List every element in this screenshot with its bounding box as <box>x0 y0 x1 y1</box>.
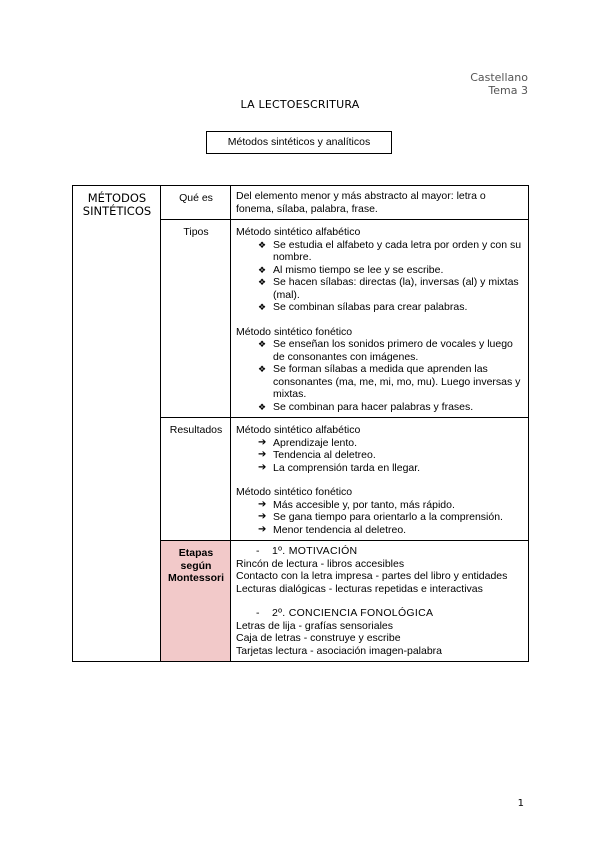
diamond-bullet-icon: ❖ <box>258 401 267 412</box>
subject-label: Castellano <box>470 71 528 84</box>
diamond-bullet-icon: ❖ <box>258 339 267 349</box>
stage-line: Rincón de lectura - libros accesibles <box>236 557 405 570</box>
diamond-bullet-icon: ❖ <box>258 264 267 275</box>
list-item: ❖ Al mismo tiempo se lee y se escribe. <box>258 263 444 276</box>
list-item: ➔ Menor tendencia al deletreo. <box>258 523 407 536</box>
diamond-bullet-icon: ❖ <box>258 277 267 287</box>
list-item: ➔ Más accesible y, por tanto, más rápido. <box>258 498 455 511</box>
etapas-content <box>231 541 529 662</box>
row-label-etapas: Etapas según Montessori <box>161 541 231 662</box>
diamond-bullet-icon: ❖ <box>258 302 267 312</box>
tipos-content <box>231 220 529 418</box>
resultados-group-title: Método sintético fonético <box>236 486 353 498</box>
stage-heading: - 2º. CONCIENCIA FONOLÓGICA <box>256 607 434 619</box>
stage-line: Caja de letras - construye y escribe <box>236 632 401 644</box>
list-item: ❖ Se hacen sílabas: directas (la), inversas (al) y mixtas (mal). <box>258 276 519 301</box>
list-item: ➔ Tendencia al deletreo. <box>258 449 376 461</box>
row-label-que-es: Qué es <box>161 186 231 220</box>
resultados-list-fonetico <box>236 499 524 537</box>
arrow-bullet-icon: ➔ <box>258 498 267 510</box>
stage-line: Letras de lija - grafías sensoriales <box>236 619 393 632</box>
arrow-bullet-icon: ➔ <box>258 523 267 535</box>
resultados-content <box>231 418 529 541</box>
page-header <box>470 71 528 97</box>
row-label-resultados: Resultados <box>161 418 231 541</box>
resultados-list-alfabetico <box>236 437 524 475</box>
diamond-bullet-icon: ❖ <box>258 239 267 250</box>
stage-line: Lecturas dialógicas - lecturas repetidas e interactivas <box>236 582 483 595</box>
tipos-list-alfabetico <box>236 239 524 314</box>
document-title: LA LECTOESCRITURA <box>240 98 360 111</box>
arrow-bullet-icon: ➔ <box>258 461 267 473</box>
arrow-bullet-icon: ➔ <box>258 449 267 460</box>
topic-label: Tema 3 <box>488 84 528 97</box>
que-es-content <box>231 186 529 220</box>
list-item: ❖ Se combinan sílabas para crear palabras. <box>258 301 468 313</box>
tipos-group-title: Método sintético alfabético <box>236 226 361 238</box>
tipos-group-title: Método sintético fonético <box>236 325 353 338</box>
list-item: ❖ Se estudia el alfabeto y cada letra por orden y con su nombre. <box>258 238 522 263</box>
subtitle-box: Métodos sintéticos y analíticos <box>206 131 392 154</box>
list-item: ❖ Se combinan para hacer palabras y frases. <box>258 400 474 413</box>
list-item: ❖ Se forman sílabas a medida que aprenden las consonantes (ma, me, mi, mo, mu). Luego inversas y mixtas. <box>258 363 521 400</box>
stage-heading: - 1º. MOTIVACIÓN <box>256 545 358 557</box>
methods-table <box>72 185 529 662</box>
stage-line: Contacto con la letra impresa - partes del libro y entidades <box>236 570 508 582</box>
list-item: ➔ Se gana tiempo para orientarlo a la comprensión. <box>258 511 503 523</box>
list-item: ➔ Aprendizaje lento. <box>258 436 358 449</box>
arrow-bullet-icon: ➔ <box>258 436 267 448</box>
row-label-tipos: Tipos <box>161 220 231 418</box>
list-item: ➔ La comprensión tarda en llegar. <box>258 461 421 474</box>
list-item: ❖ Se enseñan los sonidos primero de vocales y luego de consonantes con imágenes. <box>258 338 513 363</box>
tipos-list-fonetico <box>236 338 524 413</box>
stage-line: Tarjetas lectura - asociación imagen-palabra <box>236 644 443 657</box>
page-number: 1 <box>517 798 524 809</box>
que-es-text: Del elemento menor y más abstracto al mayor: letra o fonema, sílaba, palabra, frase. <box>236 190 486 215</box>
resultados-group-title: Método sintético alfabético <box>236 424 361 436</box>
arrow-bullet-icon: ➔ <box>258 511 267 522</box>
table-row-que-es <box>73 186 529 220</box>
section-label: MÉTODOS SINTÉTICOS <box>73 186 161 662</box>
diamond-bullet-icon: ❖ <box>258 364 267 374</box>
